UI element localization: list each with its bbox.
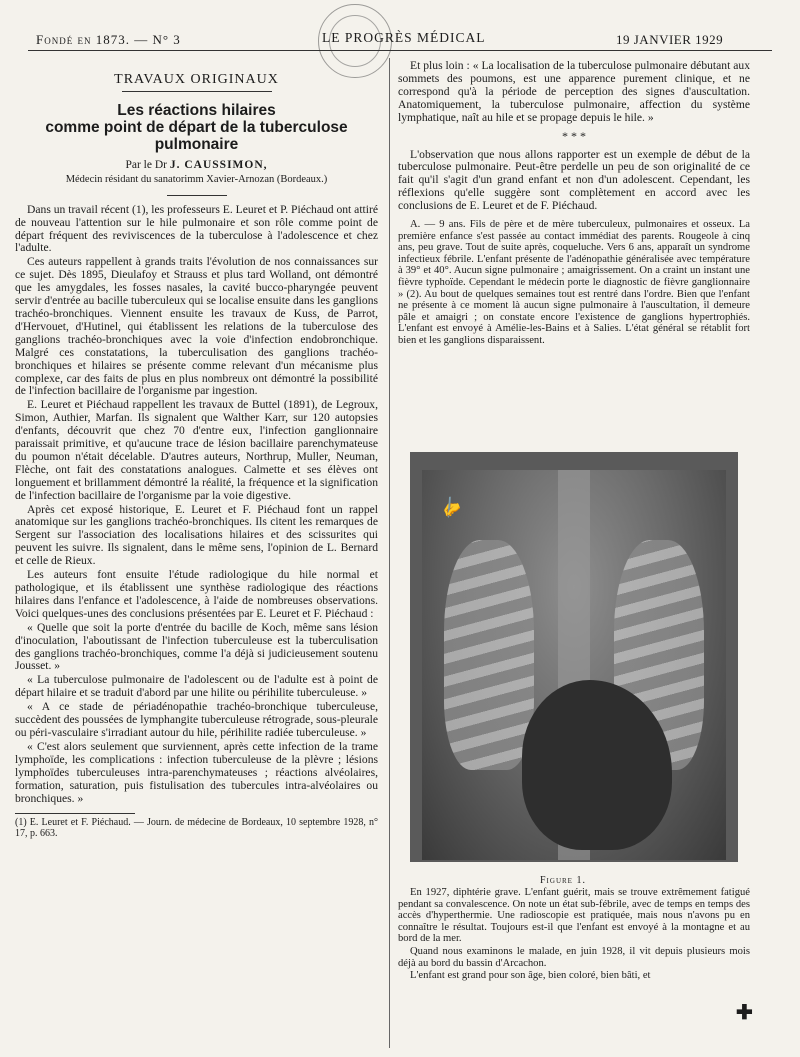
paragraph: Ces auteurs rappellent à grands traits l'évolution de nos connaissances sur ce sujet. Dès 1895, Dieulafoy et Strauss et plus tard Wolland, ont démontré que les amygdales, les fosses nasales, la cavité bucco-pharyngée peuvent servir d'entrée au bacille tuberculeux qui se localise ensuite dans les ganglions trachéo-bronchiques. Viennent ensuite les travaux de Kuss, de Parrot, d'Hervouet, d'Hutinel, qui établissent les relations de la tuberculose des ganglions trachéo-bronchiques avec la voie d'infection endobronchique. Malgré ces constatations, la tuberculisation des ganglions trachéo-bronchiques et hilaires se présente comme relevant d'un mécanisme plus complexe, car des faits de plus en plus nombreux ont démontré la possibilité de l'infection bacillaire de l'organisme par ingestion.: [15, 255, 378, 398]
quote-paragraph: « C'est alors seulement que surviennent, après cette infection de la trame lymphoïde, les complications : infection tuberculeuse de la plèvre ; lésions lymphoïdes tuberculeuses intra-parenchymateuses ; réactions alvéolaires, formation, saturation, puis fistulisation des tubercules intra-alvéolaires ou bronchiques. »: [15, 739, 378, 805]
quote-paragraph: Et plus loin : « La localisation de la tuberculose pulmonaire débutant aux sommets des poumons, est une apparence purement clinique, et ne correspond qu'à la période de perception des signes d'auscultation. Anatomiquement, la tuberculose pulmonaire, affection du système lymphatique, naît au hile et se propage depuis le hile. »: [398, 59, 750, 124]
paragraph: L'observation que nous allons rapporter est un exemple de début de la tuberculose pulmonaire. Peut-être perdelle un peu de son originalité de ce fait qu'il s'agit d'un grand enfant et non d'un adolescent. Cependant, les réflexions qu'elle suggère sont complètement en accord avec les conclusions de E. Leuret et de F. Piéchaud.: [398, 147, 750, 213]
page-header: [0, 0, 800, 56]
cross-icon: ✚: [736, 1002, 753, 1024]
paragraph: Les auteurs font ensuite l'étude radiologique du hile normal et pathologique, et ils établissent une synthèse radiologique des réactions hilaires dans l'enfance et l'adolescence, à l'aide de nombreuses observations. Voici quelques-unes des conclusions présentées par E. Leuret et F. Piéchaud :: [15, 568, 378, 620]
right-column-bottom: [398, 887, 750, 983]
paragraph: Quand nous examinons le malade, en juin 1928, il vit depuis plusieurs mois déjà au bord du bassin d'Arcachon.: [398, 945, 750, 969]
article-title: [15, 102, 378, 153]
paragraph: En 1927, diphtérie grave. L'enfant guérit, mais se trouve extrêmement fatigué pendant sa convalescence. On note un état sub-fébrile, avec de temps en temps des accès d'hyperthermie. Une radioscopie est pratiquée, mais nous n'avons pu en connaître le résultat. Toujours est-il que l'enfant est envoyé à la montagne et au bord de la mer.: [398, 887, 750, 945]
byline: [15, 159, 378, 172]
paragraph: L'enfant est grand pour son âge, bien coloré, bien bâti, et: [410, 970, 651, 982]
title-line: pulmonaire: [154, 135, 239, 153]
paragraph: E. Leuret et Piéchaud rappellent les travaux de Buttel (1891), de Legroux, Simon, Authier, Marfan. Ils signalent que Walther Karr, sur 120 autopsies d'enfants, découvrit que chez 70 d'entre eux, l'infection ganglionnaire paraissait primitive, et qu'aucune trace de lésion bacillaire parenchymateuse du poumon n'était décelable. D'autres auteurs, Northrup, Muller, Neuman, Flèche, ont fait des constatations analogues. Calmette et ses élèves ont longuement et brillamment démontré la réalité, la fréquence et la signification de l'infection bacillaire de l'organisme par la voie digestive.: [15, 398, 378, 502]
footnote-rule: [15, 813, 135, 814]
section-rule: [122, 91, 272, 92]
section-heading: TRAVAUX ORIGINAUX: [114, 72, 279, 87]
chest-xray-image: [422, 470, 726, 860]
figure-caption: Figure 1.: [540, 875, 586, 886]
quote-paragraph: « A ce stade de périadénopathie trachéo-bronchique tuberculeuse, succèdent des poussées de lymphangite tuberculeuse rétrograde, sous-pleurale ou péri-vasculaire s'irradiant autour du hile, périhilite radiée tuberculeuse. »: [15, 700, 378, 739]
column-divider: [389, 58, 390, 1048]
header-rule: [28, 50, 772, 51]
author: J. CAUSSIMON,: [169, 158, 268, 171]
paragraph: Dans un travail récent (1), les professeurs E. Leuret et P. Piéchaud ont attiré de nouveau l'attention sur le hile pulmonaire et son rôle comme point de départ fréquent des reviviscences de la tuberculose à l'adolescence et chez l'adulte.: [15, 202, 378, 255]
affiliation: Médecin résidant du sanatorimm Xavier-Arnozan (Bordeaux.): [65, 173, 328, 185]
byline-prefix: Par le Dr: [125, 158, 170, 171]
quote-paragraph: « La tuberculose pulmonaire de l'adolescent ou de l'adulte est à point de départ hilaire et se traduit d'abord par une hilite ou périhilite tuberculeuse. »: [15, 673, 378, 700]
right-column: [398, 60, 750, 348]
issue-date: 19 JANVIER 1929: [616, 32, 724, 47]
title-line: comme point de départ de la tuberculose: [45, 118, 348, 136]
title-line: Les réactions hilaires: [117, 101, 276, 119]
footnote: (1) E. Leuret et F. Piéchaud. — Journ. de médecine de Bordeaux, 10 septembre 1928, n° 17, p. 663.: [15, 817, 378, 840]
founded-issue: Fondé en 1873. — N° 3: [36, 32, 181, 47]
xray-figure: [410, 452, 738, 862]
title-rule: [167, 195, 227, 196]
section-stars: * * *: [562, 128, 586, 143]
left-column: [15, 60, 378, 839]
quote-paragraph: « Quelle que soit la porte d'entrée du bacille de Koch, même sans lésion d'inoculation, l'aboutissant de l'infection tuberculeuse est la tuberculisation des ganglions trachéo-bronchiques, comme l'a déjà si judicieusement soutenu Jousset. »: [15, 620, 378, 673]
signature-mark: ✍: [437, 495, 464, 522]
case-paragraph: A. — 9 ans. Fils de père et de mère tuberculeux, pulmonaires et osseux. La première enfance s'est passée au contact immédiat des parents. Rougeole à cinq ans, peu grave. Tout de suite après, coqueluche. Vers 6 ans, apparaît un syndrome infectieux fébrile. L'enfant présente de l'adénopathie généralisée avec température à 39° et 40°. Aucun signe pulmonaire ; amaigrissement. On a craint un instant une fièvre typhoïde. Cependant le médecin porte le diagnostic de fièvre ganglionnaire » (2). Au bout de quelques semaines tout est rentré dans l'ordre. Bien que l'enfant ne présente à ce moment là aucun signe pulmonaire à l'auscultation, il demeure pâle et amaigri ; on constate encore l'existence de ganglions hypertrophiés. L'enfant est envoyé à Amélie-les-Bains et à Salies. L'état général se rétablit fort bien et les ganglions disparaissent.: [398, 219, 750, 346]
left-lung: [444, 540, 534, 770]
journal-title: LE PROGRÈS MÉDICAL: [322, 30, 486, 45]
paragraph: Après cet exposé historique, E. Leuret et F. Piéchaud font un rappel anatomique sur les ganglions trachéo-bronchiques. Ils citent les remarques de Sergent sur l'association des localisations hilaires et des scissurites qui peuvent les suivre. Ils signalent, dans le même sens, l'opinion de L. Bernard et celle de Rieux.: [15, 502, 378, 568]
